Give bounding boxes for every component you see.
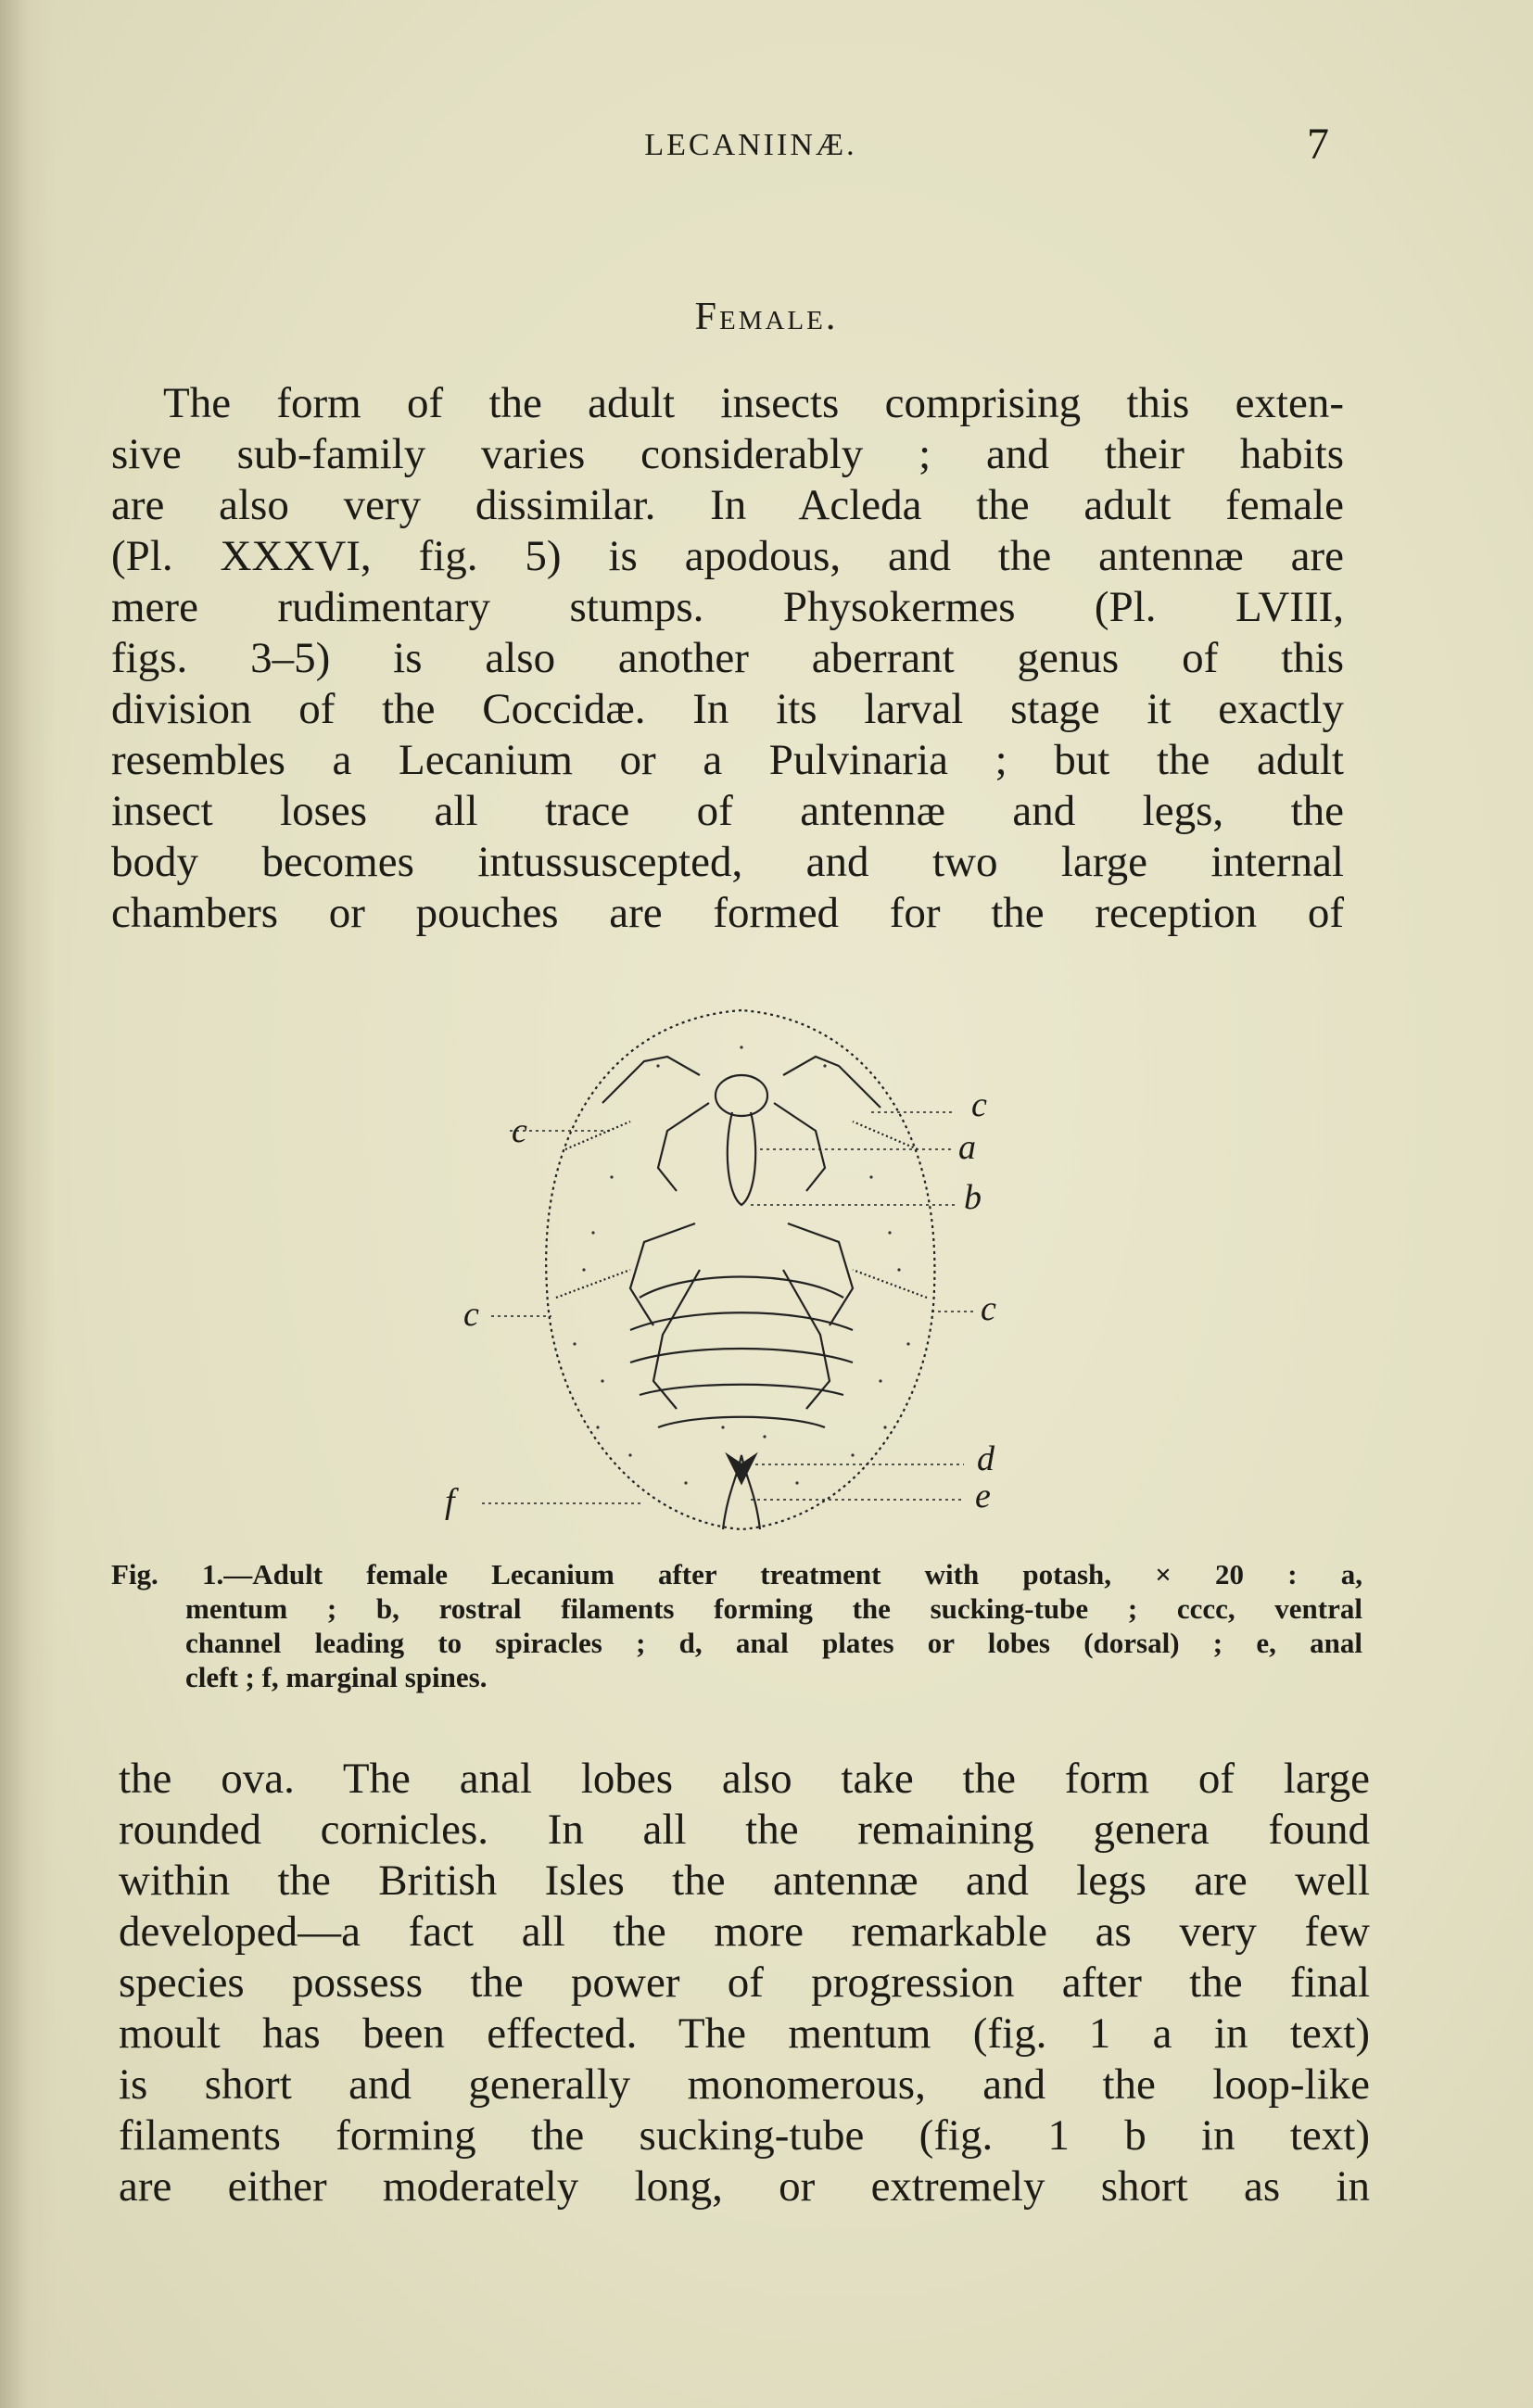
- spiracle-channel: [565, 1122, 630, 1149]
- label-c-mid-left: c: [463, 1295, 479, 1334]
- caption-line: mentum ; b, rostral filaments forming the sucking-tube ; cccc, ventral: [185, 1592, 1362, 1625]
- text-line: sive sub-family varies considerably ; and their habits: [111, 430, 1344, 478]
- segment-line: [640, 1385, 843, 1395]
- text-line: figs. 3–5) is also another aberrant genus of this: [111, 634, 1344, 682]
- spiracle-channel: [853, 1270, 927, 1298]
- text-line: are either moderately long, or extremely short as in: [119, 2162, 1370, 2211]
- label-d: d: [977, 1439, 995, 1478]
- text-line: (Pl. XXXVI, fig. 5) is apodous, and the antennæ are: [111, 532, 1344, 580]
- spiracle-channel: [556, 1270, 630, 1298]
- text-line: within the British Isles the antennæ and legs are well: [119, 1857, 1370, 1905]
- text-line: division of the Coccidæ. In its larval stage it exactly: [111, 685, 1344, 733]
- page-number: 7: [1307, 120, 1329, 169]
- section-heading: Female.: [694, 296, 839, 338]
- label-f: f: [445, 1482, 455, 1521]
- caption-line: cleft ; f, marginal spines.: [185, 1661, 488, 1693]
- text-line: resembles a Lecanium or a Pulvinaria ; but the adult: [111, 736, 1344, 784]
- text-line: is short and generally monomerous, and the loop-like: [119, 2060, 1370, 2109]
- rostral-filaments: [728, 1112, 755, 1205]
- text-line: species possess the power of progression after the final: [119, 1958, 1370, 2007]
- text-line: The form of the adult insects comprising this exten-: [163, 379, 1344, 427]
- label-c-top-left: c: [512, 1111, 527, 1150]
- text-line: body becomes intussuscepted, and two large internal: [111, 838, 1344, 886]
- figure-caption: [111, 1557, 1362, 1694]
- leg-front-left: [658, 1103, 709, 1191]
- text-line: filaments forming the sucking-tube (fig. 1 b in text): [119, 2111, 1370, 2160]
- segment-line: [640, 1277, 843, 1299]
- figure-lecanium-drawing: [445, 992, 1038, 1548]
- mentum: [716, 1075, 767, 1116]
- caption-line: Fig. 1.—Adult female Lecanium after treatment with potash, × 20 : a,: [111, 1558, 1362, 1591]
- text-line: are also very dissimilar. In Acleda the adult female: [111, 481, 1344, 529]
- segment-line: [630, 1312, 853, 1330]
- leg-front-right: [774, 1103, 825, 1191]
- leg-mid-left: [630, 1223, 695, 1325]
- spine-shadow: [0, 0, 56, 2408]
- label-e: e: [975, 1476, 991, 1515]
- antenna-right: [783, 1057, 881, 1108]
- text-line: mere rudimentary stumps. Physokermes (Pl. LVIII,: [111, 583, 1344, 631]
- text-line: insect loses all trace of antennæ and legs, the: [111, 787, 1344, 835]
- segment-line: [630, 1349, 853, 1362]
- text-line: the ova. The anal lobes also take the form of large: [119, 1755, 1370, 1803]
- spiracle-channel: [853, 1122, 918, 1149]
- segment-line: [658, 1417, 825, 1427]
- label-c-top-right: c: [971, 1085, 987, 1124]
- text-line: chambers or pouches are formed for the reception of: [111, 889, 1344, 937]
- insect-illustration: [445, 992, 1038, 1548]
- text-line: rounded cornicles. In all the remaining genera found: [119, 1806, 1370, 1854]
- label-b: b: [964, 1178, 982, 1217]
- stipple-dots: [573, 1046, 909, 1484]
- label-c-mid-right: c: [981, 1289, 996, 1328]
- paragraph-1: [111, 378, 1344, 939]
- label-a: a: [958, 1128, 976, 1167]
- text-line: developed—a fact all the more remarkable as very few: [119, 1907, 1370, 1956]
- leg-mid-right: [788, 1223, 853, 1325]
- running-title: LECANIINÆ.: [644, 128, 857, 162]
- paragraph-2: [119, 1754, 1370, 2212]
- caption-line: channel leading to spiracles ; d, anal plates or lobes (dorsal) ; e, anal: [185, 1627, 1362, 1659]
- body-outline: [546, 1010, 934, 1529]
- text-line: moult has been effected. The mentum (fig. 1 a in text): [119, 2009, 1370, 2058]
